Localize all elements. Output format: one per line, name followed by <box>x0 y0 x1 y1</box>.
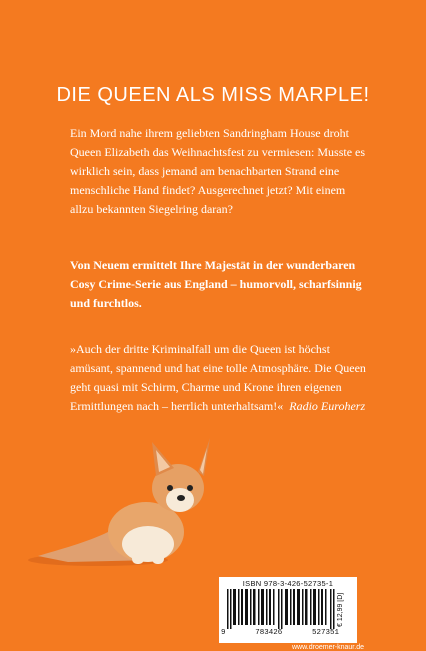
barcode-digits <box>221 629 339 637</box>
corgi-puppy-illustration <box>28 432 218 572</box>
publisher-website: www.droemer-knaur.de <box>292 644 364 651</box>
review-quote <box>70 340 366 416</box>
quote-source: Radio Euroherz <box>289 399 366 413</box>
price-label: € 12,99 [D] <box>337 592 344 628</box>
barcode-icon <box>227 589 335 629</box>
paragraph-series: Von Neuem ermittelt Ihre Majestät in der wunderbaren Cosy Crime-Serie aus England – humorvoll, scharfsinnig und furchtlos. <box>70 258 362 310</box>
barcode-digit-first: 9 <box>221 629 226 637</box>
quote-text: »Auch der dritte Kriminalfall um die Queen ist höchst amüsant, spannend und hat eine tolle Atmosphäre. Die Queen geht quasi mit Schirm, Charme und Krone ihren eigenen Ermittlungen nach – herrlich unterhaltsam!« <box>70 342 366 413</box>
paragraph-blurb: Ein Mord nahe ihrem geliebten Sandringham House droht Queen Elizabeth das Weihnachtsfest zu vermiesen: Musste es wirklich sein, dass jemand am benachbarten Strand eine menschliche Hand findet? Ausgerechnet jetzt? Mit einem allzu bekannten Siegelring daran? <box>70 126 366 216</box>
headline: DIE QUEEN ALS MISS MARPLE! <box>56 84 370 106</box>
barcode-digits-left: 783426 <box>255 629 283 637</box>
barcode-digits-right: 527351 <box>311 629 339 637</box>
barcode-label <box>219 577 357 643</box>
isbn-number: ISBN 978-3-426-52735-1 <box>242 579 334 588</box>
